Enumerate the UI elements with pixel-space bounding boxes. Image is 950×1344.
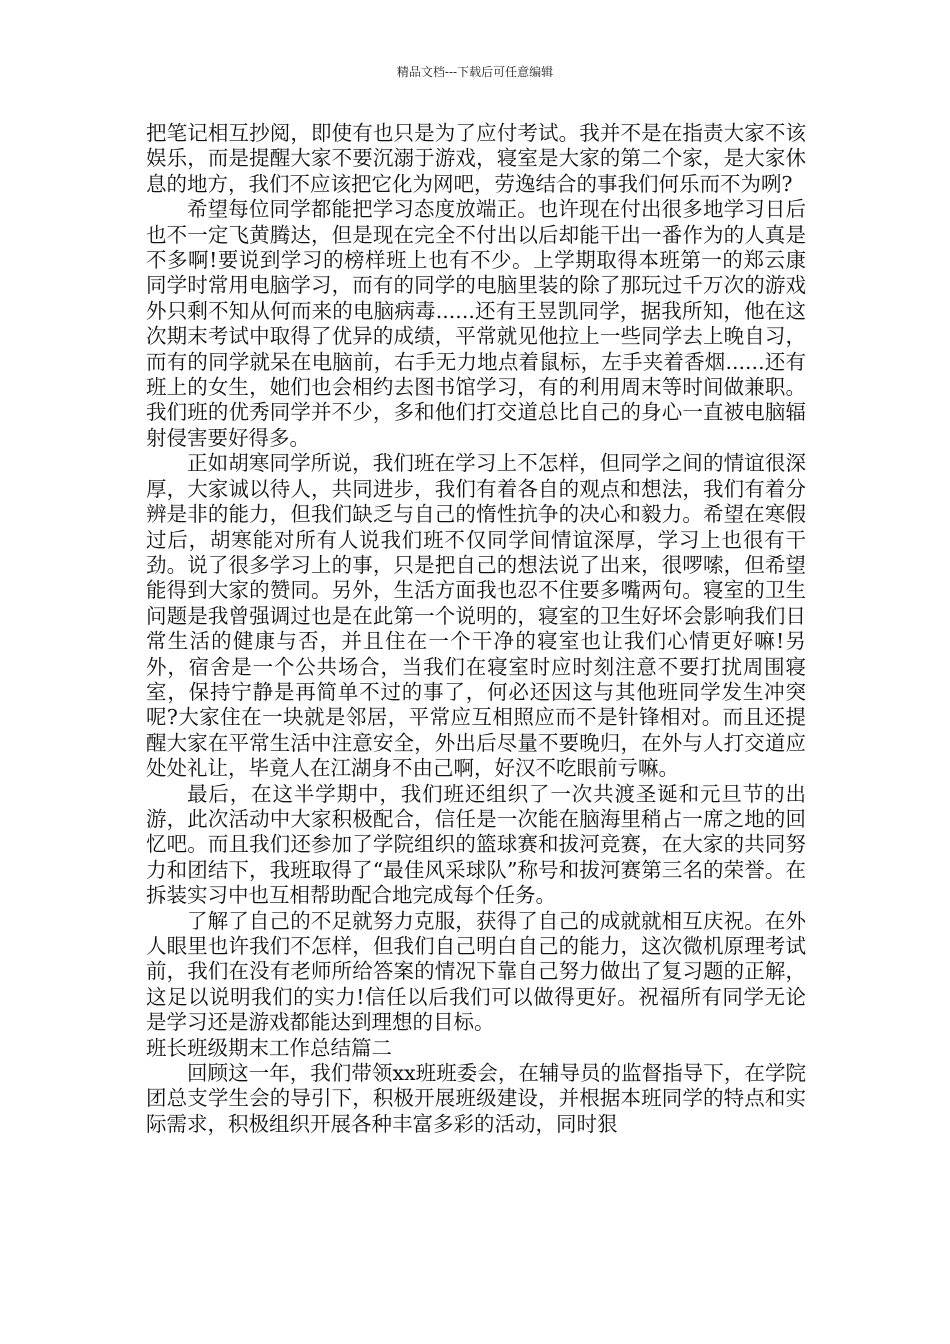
paragraph-2: 希望每位同学都能把学习态度放端正。也许现在付出很多地学习日后也不一定飞黄腾达，但是现在完全不付出以后却能干出一番作为的人真是不多啊!要说到学习的榜样班上也有不少。上学期取得本班第一的郑云康同学时常用电脑学习，而有的同学的电脑里装的除了那玩过千万次的游戏外只剩不知从何而来的电脑病毒......还有王昱凯同学，据我所知，他在这次期末考试中取得了优异的成绩，平常就见他拉上一些同学去上晚自习，而有的同学就呆在电脑前，右手无力地点着鼠标，左手夹着香烟......还有班上的女生，她们也会相约去图书馆学习，有的利用周末等时间做兼职。我们班的优秀同学并不少，多和他们打交道总比自己的身心一直被电脑辐射侵害要好得多。: [146, 197, 806, 450]
paragraph-1: 把笔记相互抄阅，即使有也只是为了应付考试。我并不是在指责大家不该娱乐，而是提醒大家不要沉溺于游戏，寝室是大家的第二个家，是大家休息的地方，我们不应该把它化为网吧，劳逸结合的事我们何乐而不为咧?: [146, 121, 806, 196]
paragraph-4: 最后，在这半学期中，我们班还组织了一次共渡圣诞和元旦节的出游，此次活动中大家积极配合，信任是一次能在脑海里稍占一席之地的回忆吧。而且我们还参加了学院组织的篮球赛和拔河竞赛，在大家的共同努力和团结下，我班取得了“最佳风采球队”称号和拔河赛第三名的荣誉。在拆装实习中也互相帮助配合地完成每个任务。: [146, 781, 806, 908]
paragraph-3: 正如胡寒同学所说，我们班在学习上不怎样，但同学之间的情谊很深厚，大家诚以待人，共同进步，我们有着各自的观点和想法，我们有着分辨是非的能力，但我们缺乏与自己的惰性抗争的决心和毅力。希望在寒假过后，胡寒能对所有人说我们班不仅同学间情谊深厚，学习上也很有干劲。说了很多学习上的事，只是把自己的想法说了出来，很啰嗦，但希望能得到大家的赞同。另外，生活方面我也忍不住要多嘴两句。寝室的卫生问题是我曾强调过也是在此第一个说明的，寝室的卫生好坏会影响我们日常生活的健康与否，并且住在一个干净的寝室也让我们心情更好嘛!另外，宿舍是一个公共场合，当我们在寝室时应时刻注意不要打扰周围寝室，保持宁静是再简单不过的事了，何必还因这与其他班同学发生冲突呢?大家住在一块就是邻居，平常应互相照应而不是针锋相对。而且还提醒大家在平常生活中注意安全，外出后尽量不要晚归，在外与人打交道应处处礼让，毕竟人在江湖身不由己啊，好汉不吃眼前亏嘛。: [146, 451, 806, 781]
section-paragraph-1: 回顾这一年，我们带领xx班班委会，在辅导员的监督指导下，在学院团总支学生会的导引下，积极开展班级建设，并根据本班同学的特点和实际需求，积极组织开展各种丰富多彩的活动，同时狠: [146, 1061, 806, 1136]
document-body: [146, 121, 806, 1137]
section-title: 班长班级期末工作总结篇二: [146, 1035, 392, 1060]
paragraph-5: 了解了自己的不足就努力克服，获得了自己的成就就相互庆祝。在外人眼里也许我们不怎样，但我们自己明白自己的能力，这次微机原理考试前，我们在没有老师所给答案的情况下靠自己努力做出了复习题的正解，这足以说明我们的实力!信任以后我们可以做得更好。祝福所有同学无论是学习还是游戏都能达到理想的目标。: [146, 908, 806, 1035]
page-header: 精品文档---下载后可任意编辑: [396, 65, 554, 79]
